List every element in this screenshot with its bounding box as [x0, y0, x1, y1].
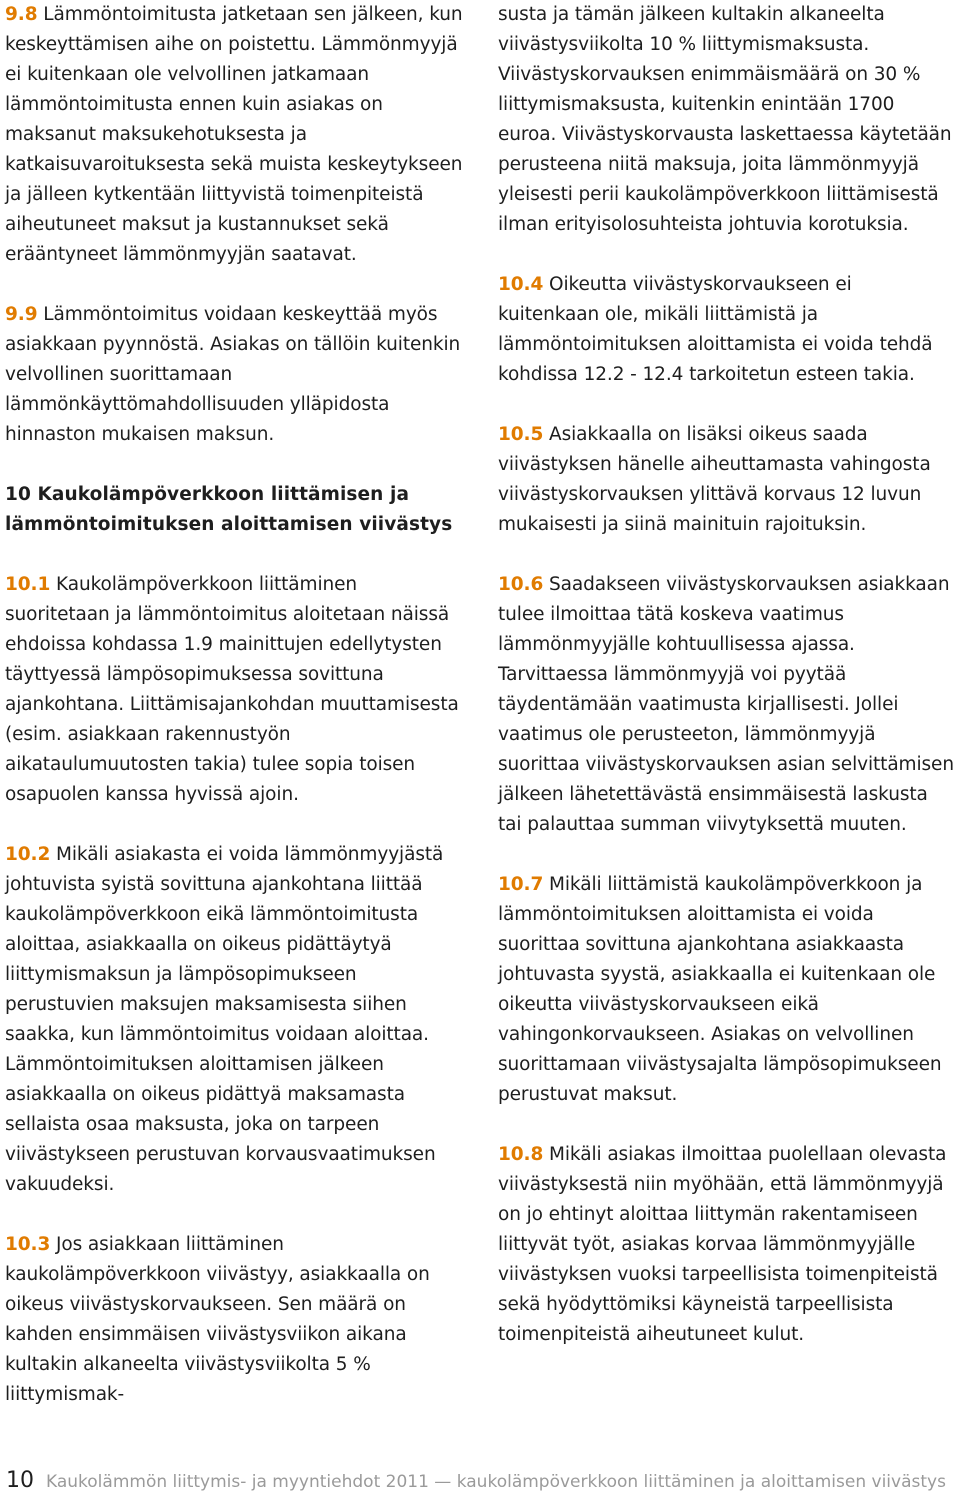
- clause-number: 10.3: [5, 1234, 51, 1255]
- clause-text: Mikäli asiakasta ei voida lämmönmyyjästä johtuvista syistä sovittuna ajankohtana liittää kaukolämpöverkkoon eikä lämmöntoimitusta aloittaa, asiakkaalla on oikeus pidättäytyä liittymismaksun ja lämpösopimukseen perustuvien maksujen maksamisesta siihen saakka, kun lämmöntoimitus voidaan aloittaa. Lämmöntoimituksen aloittamisen jälkeen asiakkaalla on oikeus pidättyä maksamasta sellaista osaa maksusta, joka on tarpeen viivästykseen perustuvan korvausvaatimuksen vakuudeksi.: [5, 844, 444, 1195]
- clause-text: Asiakkaalla on lisäksi oikeus saada viivästyksen hänelle aiheuttamasta vahingosta viivästyskorvauksen ylittävä korvaus 12 luvun mukaisesti ja siinä mainituin rajoituksin.: [498, 424, 931, 535]
- clause-text: Oikeutta viivästyskorvaukseen ei kuitenkaan ole, mikäli liittämistä ja lämmöntoimituksen aloittamista ei voida tehdä kohdissa 12.2 - 12.4 tarkoitetun esteen takia.: [498, 274, 933, 385]
- clause-number: 9.9: [5, 304, 38, 325]
- clause-number: 9.8: [5, 4, 38, 25]
- clause-9-9: [5, 300, 465, 450]
- clause-text: Kaukolämpöverkkoon liittäminen suoritetaan ja lämmöntoimitus aloitetaan näissä ehdoissa kohdassa 1.9 mainittujen edellytysten täyttyessä lämpösopimuksessa sovittuna ajankohtana. Liittämisajankohdan muuttamisesta (esim. asiakkaan rakennustyön aikataulumuutosten takia) tulee sopia toisen osapuolen kanssa hyvissä ajoin.: [5, 574, 459, 805]
- clause-number: 10.4: [498, 274, 544, 295]
- clause-text: Mikäli asiakas ilmoittaa puolellaan olevasta viivästyksestä niin myöhään, että lämmönmyyjä on jo ehtinyt aloittaa liittymän rakentamiseen liittyvät työt, asiakas korvaa lämmönmyyjälle viivästyksen vuoksi tarpeellisista toimenpiteistä sekä hyödyttömiksi käyneistä tarpeellisista toimenpiteistä aiheutuneet kulut.: [498, 1144, 947, 1345]
- clause-10-1: [5, 570, 465, 810]
- page-footer: [6, 1468, 956, 1495]
- clause-number: 10.7: [498, 874, 544, 895]
- clause-text: Mikäli liittämistä kaukolämpöverkkoon ja lämmöntoimituksen aloittamista ei voida suorittaa sovittuna ajankohtana asiakkaasta johtuvasta syystä, asiakkaalla ei kuitenkaan ole oikeutta viivästyskorvaukseen eikä vahingonkorvaukseen. Asiakas on velvollinen suorittamaan viivästysajalta lämpösopimukseen perustuvat maksut.: [498, 874, 942, 1105]
- clause-text: Lämmöntoimitusta jatketaan sen jälkeen, kun keskeyttämisen aihe on poistettu. Lämmönmyyjä ei kuitenkaan ole velvollinen jatkamaan lämmöntoimitusta ennen kuin asiakas on maksanut maksukehotuksesta ja katkaisuvaroituksesta sekä muista keskeytykseen ja jälleen kytkentään liittyvistä toimenpiteistä aiheutuneet maksut ja kustannukset sekä erääntyneet lämmönmyyjän saatavat.: [5, 4, 463, 265]
- clause-10-8: [498, 1140, 956, 1350]
- clause-number: 10.2: [5, 844, 51, 865]
- footer-text: Kaukolämmön liittymis- ja myyntiehdot 2011 — kaukolämpöverkkoon liittäminen ja aloittamisen viivästys: [46, 1472, 946, 1492]
- right-column: [498, 0, 956, 1380]
- clause-10-7: [498, 870, 956, 1110]
- left-column: [5, 0, 465, 1440]
- clause-10-2: [5, 840, 465, 1200]
- clause-10-6: [498, 570, 956, 840]
- clause-9-8: [5, 0, 465, 270]
- clause-10-3-continued: susta ja tämän jälkeen kultakin alkaneelta viivästysviikolta 10 % liittymismaksusta. Viivästyskorvauksen enimmäismäärä on 30 % liittymismaksusta, kuitenkin enintään 1700 euroa. Viivästyskorvausta laskettaessa käytetään perusteena niitä maksuja, joita lämmönmyyjä yleisesti perii kaukolämpöverkkoon liittämisestä ilman erityisolosuhteista johtuvia korotuksia.: [498, 4, 952, 235]
- clause-10-3: [5, 1230, 465, 1410]
- clause-text: Jos asiakkaan liittäminen kaukolämpöverkkoon viivästyy, asiakkaalla on oikeus viivästyskorvaukseen. Sen määrä on kahden ensimmäisen viivästysviikon aikana kultakin alkaneelta viivästysviikolta 5 % liittymismak-: [5, 1234, 430, 1405]
- page-number: 10: [6, 1468, 34, 1493]
- clause-number: 10.6: [498, 574, 544, 595]
- clause-number: 10.8: [498, 1144, 544, 1165]
- clause-text: Saadakseen viivästyskorvauksen asiakkaan tulee ilmoittaa tätä koskeva vaatimus lämmönmyyjälle kohtuullisessa ajassa. Tarvittaessa lämmönmyyjä voi pyytää täydentämään vaatimusta kirjallisesti. Jollei vaatimus ole perusteeton, lämmönmyyjä suorittaa viivästyskorvauksen asian selvittämisen jälkeen lähetettävästä ensimmäisestä laskusta tai palauttaa summan viivytyksettä muuten.: [498, 574, 954, 835]
- clause-10-5: [498, 420, 956, 540]
- clause-10-4: [498, 270, 956, 390]
- clause-number: 10.1: [5, 574, 51, 595]
- clause-number: 10.5: [498, 424, 544, 445]
- clause-text: Lämmöntoimitus voidaan keskeyttää myös asiakkaan pyynnöstä. Asiakas on tällöin kuitenkin velvollinen suorittamaan lämmönkäyttömahdollisuuden ylläpidosta hinnaston mukaisen maksun.: [5, 304, 461, 445]
- section-heading: 10 Kaukolämpöverkkoon liittämisen ja lämmöntoimituksen aloittamisen viivästys: [5, 484, 453, 535]
